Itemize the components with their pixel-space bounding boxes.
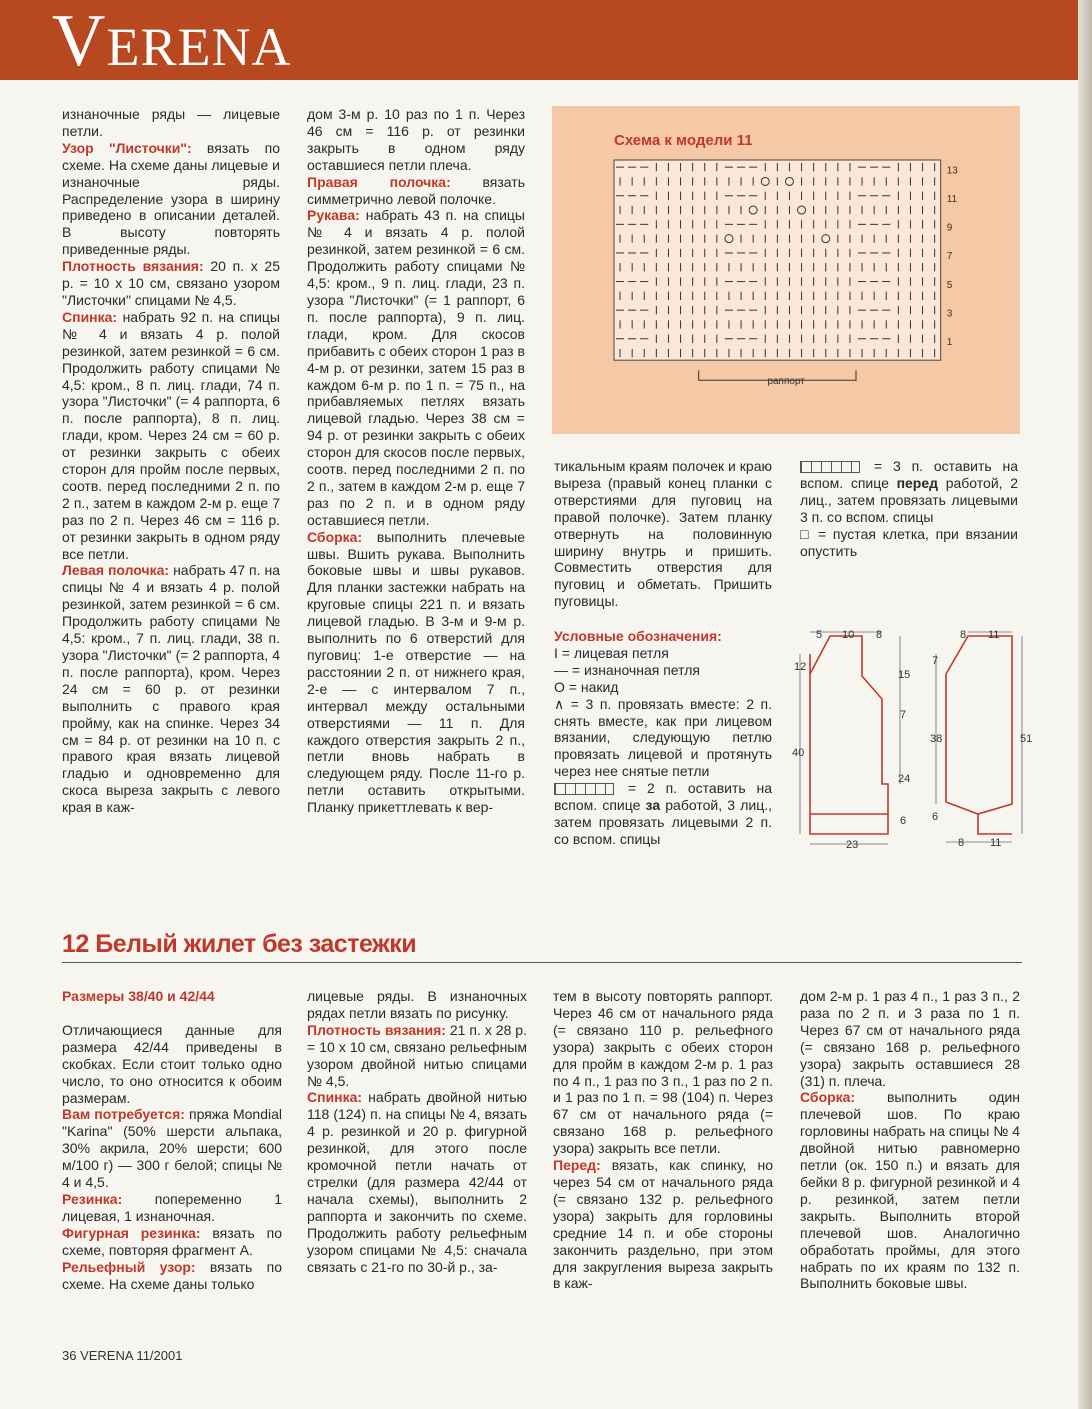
section-heading: Рукава: [307, 207, 360, 224]
section-heading: Фигурная резинка: [62, 1224, 201, 1241]
sleeve-label: 11 [988, 629, 1000, 641]
section-divider [62, 962, 1022, 963]
sleeve-label: 7 [932, 655, 939, 667]
cable-front-icon [800, 461, 860, 473]
paragraph: Плотность вязания: 21 п. x 28 р. = 10 x 10 см, связано рельефным узором двойной нитью спицами № 4,5. [307, 1021, 527, 1089]
legend-title: Условные обозначения: [554, 628, 722, 644]
page-footer: 36 VERENA 11/2001 [62, 1348, 183, 1363]
paragraph: Сборка: выполнить один плечевой шов. По краю горловины набрать на спицы № 4 двойной нитью равномерно петли (ок. 150 п.) и вязать для бейки 8 р. фигурной резинкой и 4 р. резинкой, затем петли закрыть. Выполнить второй плечевой шов. Аналогично обработать проймы, для этого набрать по их краям по 132 п. Выполнить боковые швы. [800, 1089, 1020, 1292]
model11-column-1 [62, 106, 280, 816]
model12-column-1 [62, 988, 282, 1292]
row-number: 1 [946, 337, 953, 349]
model12-title: 12 Белый жилет без застежки [62, 930, 417, 958]
legend-block-2 [800, 458, 1018, 559]
paragraph [62, 988, 282, 1005]
legend-item-knit: I = лицевая петля [554, 644, 669, 661]
section-heading: Узор "Листочки": [62, 139, 192, 156]
paragraph: дом 2-м р. 1 раз 4 п., 1 раз 3 п., 2 раза по 2 п. и 3 раза по 1 п. Через 67 см от начального ряда (= связано 168 р. рельефного узора) закрыть оставшиеся 28 (31) п. плеча. [800, 988, 1020, 1089]
sleeve-label: 6 [932, 811, 939, 823]
paragraph: Рельефный узор: вязать по схеме. На схеме даны только [62, 1258, 282, 1292]
front-label: 24 [898, 773, 911, 785]
yarnover-symbol [761, 177, 769, 185]
paragraph: Рукава: набрать 43 п. на спицы № 4 и вязать 4 р. полой резинкой, затем резинкой = 6 см. Продолжить работу спицами № 4,5: кром., 9 п. лиц. глади, 23 п. узора "Листочки" (= 1 раппорт, 6 п. после раппорта), 9 п. лиц. глади, кром. Для скосов прибавить с обеих сторон 1 раз в 4-м р. от резинки, затем 15 раз в каждом 6-м р. по 1 п. = 75 п., на прибавляемых петлях вязать лицевой гладью. Через 38 см = 94 р. от резинки закрыть с обеих сторон для скосов после первых, соотв. перед последними 2 п. по 2 п., затем в каждом 2-м р. еще 7 раз по 2 п. и в одном ряду оставшиеся петли. [307, 207, 525, 528]
model12-column-4 [800, 988, 1020, 1292]
paragraph: дом 3-м р. 10 раз по 1 п. Через 46 см = 116 р. от резинки закрыть в одном ряду оставшиеся петли плеча. [307, 106, 525, 173]
page-edge [1078, 0, 1092, 1409]
paragraph: Фигурная резинка: вязать по схеме, повторяя фрагмент А. [62, 1224, 282, 1258]
front-label: 23 [846, 839, 859, 851]
legend-block [554, 628, 772, 848]
paragraph: Перед: вязать, как спинку, но через 54 см от начального ряда (= связано 132 р. рельефного узора) закрыть для горловины средние 14 п. и обе стороны закончить раздельно, при этом для закругления выреза закрыть в каж- [553, 1157, 773, 1292]
front-label: 5 [816, 629, 823, 641]
paragraph: тикальным краям полочек и краю выреза (правый конец планки с отверстиями для пуговиц на правой полочке). Затем планку отвернуть на половинную ширину внутрь и пришить. Совместить отверстия для пуговиц и обметать. Пришить пуговицы. [554, 458, 772, 610]
sleeve-label: 38 [930, 733, 943, 745]
yarnover-symbol [822, 235, 830, 243]
section-heading: Плотность вязания: [62, 258, 204, 275]
section-heading: Перед: [553, 1157, 601, 1174]
section-heading: Левая полочка: [62, 562, 170, 579]
paragraph: Сборка: выполнить плечевые швы. Вшить рукава. Выполнить боковые швы и швы рукавов. Для планки застежки набрать на круговые спицы 221 п. и вязать лицевой гладью. В 3-м и 9-м р. выполнить по 6 отверстий для пуговиц: 1-е отверстие — на расстоянии 2 п. от нижнего края, 2-е — с интервалом 7 п., интервал между остальными отверстиями — 11 п. Для каждого отверстия закрыть 2 п., петли вновь набрать в следующем ряду. После 11-го р. петли оставить открытыми. Планку прикеттлевать к вер- [307, 528, 525, 816]
front-label: 10 [842, 629, 855, 641]
front-label: 40 [792, 747, 805, 759]
legend-item-cable-back: = 2 п. оставить на вспом. спице за работой, 3 лиц., затем провязать лицевыми 2 п. со вспом. спицы [554, 780, 772, 847]
section-heading: Спинка: [307, 1089, 363, 1106]
sleeve-schematic [928, 624, 1038, 854]
front-label: 8 [876, 629, 883, 641]
repeat-label: раппорт [767, 376, 805, 388]
sleeve-label: 11 [990, 837, 1002, 849]
chart-title: Схема к модели 11 [614, 132, 753, 149]
row-number: 5 [946, 279, 953, 291]
model11-column-3 [554, 458, 772, 610]
section-heading: Размеры 38/40 и 42/44 [62, 988, 215, 1004]
paragraph: Спинка: набрать двойной нитью 118 (124) п. на спицы № 4, вязать 4 р. резинкой и 20 р. фигурной резинкой, для этого после кромочной петли начать от стрелки (для размера 42/44 от начала схемы), выполнить 2 раппорта и закончить по схеме. Продолжить работу рельефным узором спицами № 4,5: сначала связать с 21-го по 30-й р., за- [307, 1089, 527, 1275]
paragraph: Вам потребуется: пряжа Mondial "Karina" (50% шерсти альпака, 30% акрила, 20% шерсти; 600 м/100 г) — 300 г белой; спицы № 4 и 4,5. [62, 1106, 282, 1191]
legend-item-purl: — = изнаночная петля [554, 661, 700, 678]
section-heading: Правая полочка: [307, 173, 451, 190]
legend-item-empty: □ = пустая клетка, при вязании опустить [800, 525, 1018, 559]
paragraph: Отличающиеся данные для размера 42/44 приведены в скобках. Если стоит только одно число, то оно относится к обоим размерам. [62, 1021, 282, 1106]
row-number: 13 [946, 165, 958, 177]
front-schematic [790, 624, 920, 854]
section-heading: Плотность вязания: [307, 1021, 446, 1038]
legend-item-k3tog: ∧ = 3 п. провязать вместе: 2 п. снять вместе, как при лицевом вязании, следующую петлю провязать лицевой и протянуть через нее снятые петли [554, 695, 772, 780]
yarnover-symbol [749, 206, 757, 214]
section-heading: Сборка: [800, 1089, 856, 1106]
sleeve-label: 8 [958, 837, 965, 849]
model11-column-2 [307, 106, 525, 816]
sleeve-label: 51 [1020, 733, 1033, 745]
paragraph: Плотность вязания: 20 п. x 25 р. = 10 x 10 см, связано узором "Листочки" спицами № 4,5. [62, 258, 280, 308]
front-label: 7 [900, 709, 907, 721]
legend-item-cable-front: = 3 п. оставить на вспом. спице перед работой, 2 лиц., затем провязать лицевыми 3 п. со вспом. спицы [800, 458, 1018, 525]
paragraph: изнаночные ряды — лицевые петли. [62, 106, 280, 139]
paragraph: Правая полочка: вязать симметрично левой полочке. [307, 173, 525, 207]
front-label: 12 [794, 661, 807, 673]
front-label: 6 [900, 815, 907, 827]
legend-item-yarnover: O = накид [554, 678, 619, 695]
model12-column-2 [307, 988, 527, 1275]
paragraph: лицевые ряды. В изнаночных рядах петли вязать по рисунку. [307, 988, 527, 1021]
paragraph: Резинка: попеременно 1 лицевая, 1 изнаночная. [62, 1190, 282, 1224]
row-number: 7 [946, 251, 953, 263]
yarnover-symbol [785, 177, 793, 185]
section-heading: Рельефный узор: [62, 1258, 196, 1275]
row-number: 3 [946, 308, 953, 320]
magazine-logo: VERENA [52, 0, 292, 82]
section-heading: Вам потребуется: [62, 1106, 185, 1123]
paragraph: Спинка: набрать 92 п. на спицы № 4 и вязать 4 р. полой резинкой, затем резинкой = 6 см. Продолжить работу спицами № 4,5: кром., 8 п. лиц. глади, 74 п. узора "Листочки" (= 4 раппорта, 6 п. после раппорта), 8 п. лиц. глади, кром. Через 24 см = 60 р. от резинки закрыть с обеих сторон для пройм после первых, соотв. перед последними 2 п. по 2 п., затем в каждом 2-м р. еще 7 раз по 2 п. Через 46 см = 116 р. от резинки закрыть в одном ряду все петли. [62, 308, 280, 562]
row-number: 11 [946, 194, 958, 206]
yarnover-symbol [798, 206, 806, 214]
cable-back-icon [554, 783, 614, 795]
sleeve-label: 8 [960, 629, 967, 641]
paragraph: Левая полочка: набрать 47 п. на спицы № 4 и вязать 4 р. полой резинкой, затем резинкой = 6 см. Продолжить работу спицами № 4,5: кром., 7 п. лиц. глади, 38 п. узора "Листочки" (= 2 раппорта, 4 п. после раппорта), кром. Через 24 см = 60 р. от резинки выполнить с правого края пройму, как на спинке. Через 34 см = 84 р. от резинки на 10 п. с правого края вязать лицевой гладью и одновременно для скоса выреза закрыть с левого края в каж- [62, 562, 280, 816]
front-label: 15 [898, 669, 911, 681]
section-heading: Спинка: [62, 308, 118, 325]
paragraph: Узор "Листочки": вязать по схеме. На схеме даны лицевые и изнаночные ряды. Распределение узора в ширину приведено в описании деталей. В высоту повторять приведенные ряды. [62, 139, 280, 258]
chart-grid [614, 160, 941, 360]
section-heading: Сборка: [307, 528, 363, 545]
section-heading: Резинка: [62, 1190, 123, 1207]
model12-column-3 [553, 988, 773, 1292]
knitting-chart [600, 150, 980, 400]
row-number: 9 [946, 222, 953, 234]
yarnover-symbol [725, 235, 733, 243]
paragraph: тем в высоту повторять раппорт. Через 46 см от начального ряда (= связано 110 р. рельефного узора) закрыть с обеих сторон для пройм в каждом 2-м р. 1 раз по 4 п., 1 раз по 3 п., 1 раз по 2 п. и 1 раз по 1 п. = 98 (104) п. Через 67 см от начального ряда (= связано 168 р. рельефного узора) закрыть все петли. [553, 988, 773, 1157]
